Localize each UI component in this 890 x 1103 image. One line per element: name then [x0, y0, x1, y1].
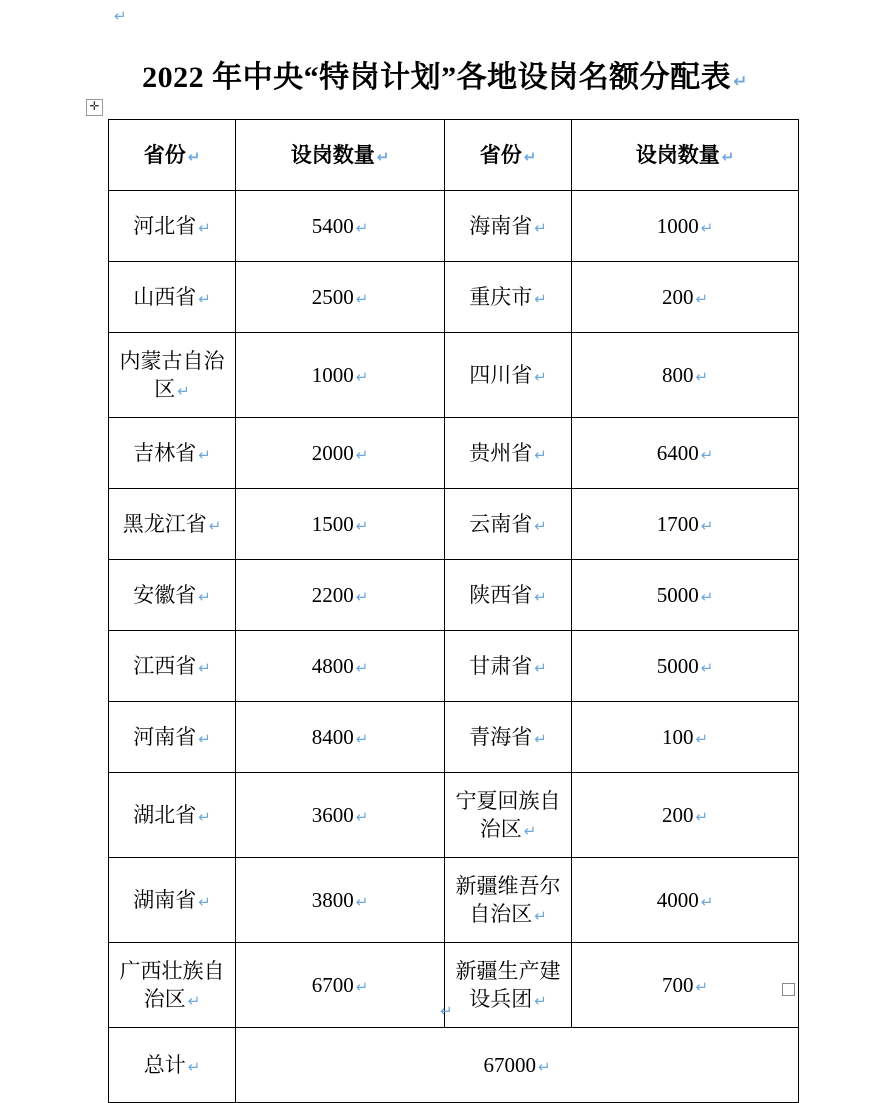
cell-count-left: 6700 ↵ — [236, 943, 445, 1028]
table-row — [109, 943, 799, 1028]
paragraph-mark-icon: ↵ — [733, 72, 748, 92]
paragraph-mark-icon: ↵ — [700, 445, 714, 464]
cell-count-right: 1000 ↵ — [572, 191, 799, 262]
cell-province-right: 海南省 ↵ — [445, 191, 572, 262]
cell-count-right: 1700 ↵ — [572, 489, 799, 560]
paragraph-mark-icon: ↵ — [534, 907, 547, 925]
column-header-province-right: 省份 ↵ — [445, 120, 572, 191]
cell-province-right: 重庆市 ↵ — [445, 262, 572, 333]
allocation-table — [108, 119, 799, 1103]
paragraph-mark-icon: ↵ — [534, 445, 547, 464]
paragraph-mark-icon: ↵ — [534, 367, 547, 386]
paragraph-mark-icon: ↵ — [355, 289, 369, 308]
cell-province-right: 贵州省 ↵ — [445, 418, 572, 489]
table-move-handle-icon[interactable]: ✛ — [86, 99, 103, 116]
paragraph-mark-icon: ↵ — [355, 729, 369, 748]
paragraph-mark-icon: ↵ — [198, 445, 211, 464]
paragraph-mark-icon: ↵ — [695, 729, 709, 748]
cell-count-left: 1500 ↵ — [236, 489, 445, 560]
paragraph-mark-icon: ↵ — [198, 807, 211, 826]
paragraph-mark-icon: ↵ — [198, 289, 211, 308]
paragraph-mark-icon: ↵ — [534, 587, 547, 606]
table-resize-handle-icon[interactable] — [782, 983, 795, 996]
paragraph-mark-icon: ↵ — [537, 1057, 551, 1076]
paragraph-mark-icon: ↵ — [695, 977, 709, 996]
bottom-paragraph-mark — [438, 1004, 453, 1021]
paragraph-mark-icon: ↵ — [187, 992, 201, 1010]
paragraph-mark-icon: ↵ — [355, 516, 369, 535]
column-header-count-right: 设岗数量 ↵ — [572, 120, 799, 191]
cell-province-left: 湖北省 ↵ — [109, 773, 236, 858]
cell-count-left: 5400 ↵ — [236, 191, 445, 262]
cell-province-left: 吉林省 ↵ — [109, 418, 236, 489]
cell-count-left: 8400 ↵ — [236, 702, 445, 773]
cell-province-right: 甘肃省 ↵ — [445, 631, 572, 702]
table-row — [109, 489, 799, 560]
page-title-text: 2022 年中央“特岗计划”各地设岗名额分配表 — [142, 61, 732, 94]
paragraph-mark-icon: ↵ — [700, 892, 714, 911]
paragraph-mark-icon: ↵ — [440, 1002, 453, 1020]
page-title — [0, 52, 890, 96]
table-row — [109, 858, 799, 943]
cell-province-left: 江西省 ↵ — [109, 631, 236, 702]
cell-count-right: 6400 ↵ — [572, 418, 799, 489]
paragraph-mark-icon: ↵ — [721, 147, 735, 166]
cell-count-right: 5000 ↵ — [572, 631, 799, 702]
cell-province-left: 内蒙古自治区 ↵ — [109, 333, 236, 418]
paragraph-mark-icon: ↵ — [198, 892, 211, 911]
cell-total-value: 67000 ↵ — [236, 1028, 799, 1103]
cell-count-right: 4000 ↵ — [572, 858, 799, 943]
paragraph-mark-icon: ↵ — [198, 729, 211, 748]
cell-count-left: 1000 ↵ — [236, 333, 445, 418]
cell-province-right: 宁夏回族自治区 ↵ — [445, 773, 572, 858]
paragraph-mark-icon: ↵ — [534, 516, 547, 535]
table-row — [109, 702, 799, 773]
paragraph-mark-icon: ↵ — [700, 587, 714, 606]
cell-province-right: 陕西省 ↵ — [445, 560, 572, 631]
paragraph-mark-icon: ↵ — [187, 1057, 201, 1076]
cell-province-right: 四川省 ↵ — [445, 333, 572, 418]
cell-province-right: 新疆生产建设兵团 ↵ — [445, 943, 572, 1028]
table-row — [109, 560, 799, 631]
paragraph-mark-icon: ↵ — [534, 289, 547, 308]
cell-total-label: 总计 ↵ — [109, 1028, 236, 1103]
paragraph-mark-icon: ↵ — [355, 658, 369, 677]
table-row — [109, 191, 799, 262]
cell-province-right: 青海省 ↵ — [445, 702, 572, 773]
cell-province-left: 山西省 ↵ — [109, 262, 236, 333]
paragraph-mark-icon: ↵ — [534, 658, 547, 677]
cell-province-right: 云南省 ↵ — [445, 489, 572, 560]
table-row — [109, 773, 799, 858]
cell-province-left: 河北省 ↵ — [109, 191, 236, 262]
table-total-row — [109, 1028, 799, 1103]
cell-province-left: 河南省 ↵ — [109, 702, 236, 773]
cell-province-left: 广西壮族自治区 ↵ — [109, 943, 236, 1028]
cell-province-left: 安徽省 ↵ — [109, 560, 236, 631]
table-row — [109, 333, 799, 418]
paragraph-mark-icon: ↵ — [695, 367, 709, 386]
table-row — [109, 418, 799, 489]
paragraph-mark-icon: ↵ — [355, 892, 369, 911]
cell-count-left: 2000 ↵ — [236, 418, 445, 489]
paragraph-mark-icon: ↵ — [198, 587, 211, 606]
cell-count-right: 100 ↵ — [572, 702, 799, 773]
column-header-count-left: 设岗数量 ↵ — [236, 120, 445, 191]
column-header-province-left: 省份 ↵ — [109, 120, 236, 191]
paragraph-mark-icon: ↵ — [523, 147, 537, 166]
paragraph-mark-icon: ↵ — [534, 992, 547, 1010]
cell-province-left: 黑龙江省 ↵ — [109, 489, 236, 560]
cell-count-left: 3800 ↵ — [236, 858, 445, 943]
cell-count-right: 200 ↵ — [572, 262, 799, 333]
paragraph-mark-icon: ↵ — [355, 445, 369, 464]
cell-count-right: 700 ↵ — [572, 943, 799, 1028]
paragraph-mark-icon: ↵ — [700, 658, 714, 677]
top-paragraph-mark — [112, 8, 127, 26]
table-row — [109, 631, 799, 702]
paragraph-mark-icon: ↵ — [198, 658, 211, 677]
cell-count-right: 5000 ↵ — [572, 560, 799, 631]
paragraph-mark-icon: ↵ — [355, 807, 369, 826]
paragraph-mark-icon: ↵ — [355, 218, 369, 237]
cell-province-right: 新疆维吾尔自治区 ↵ — [445, 858, 572, 943]
paragraph-mark-icon: ↵ — [208, 516, 222, 535]
paragraph-mark-icon: ↵ — [355, 587, 369, 606]
paragraph-mark-icon: ↵ — [700, 516, 714, 535]
paragraph-mark-icon: ↵ — [700, 218, 714, 237]
paragraph-mark-icon: ↵ — [355, 977, 369, 996]
paragraph-mark-icon: ↵ — [376, 147, 390, 166]
paragraph-mark-icon: ↵ — [695, 807, 709, 826]
cell-count-left: 4800 ↵ — [236, 631, 445, 702]
table-row — [109, 262, 799, 333]
paragraph-mark-icon: ↵ — [534, 729, 547, 748]
cell-count-right: 800 ↵ — [572, 333, 799, 418]
paragraph-mark-icon: ↵ — [198, 218, 211, 237]
paragraph-mark-icon: ↵ — [534, 218, 547, 237]
paragraph-mark-icon: ↵ — [355, 367, 369, 386]
cell-count-left: 3600 ↵ — [236, 773, 445, 858]
paragraph-mark-icon: ↵ — [187, 147, 201, 166]
table-header-row — [109, 120, 799, 191]
cell-count-right: 200 ↵ — [572, 773, 799, 858]
paragraph-mark-icon: ↵ — [695, 289, 709, 308]
cell-count-left: 2500 ↵ — [236, 262, 445, 333]
paragraph-mark-icon: ↵ — [523, 822, 537, 840]
cell-count-left: 2200 ↵ — [236, 560, 445, 631]
paragraph-mark-icon: ↵ — [177, 382, 190, 400]
paragraph-mark-icon: ↵ — [114, 7, 127, 25]
cell-province-left: 湖南省 ↵ — [109, 858, 236, 943]
